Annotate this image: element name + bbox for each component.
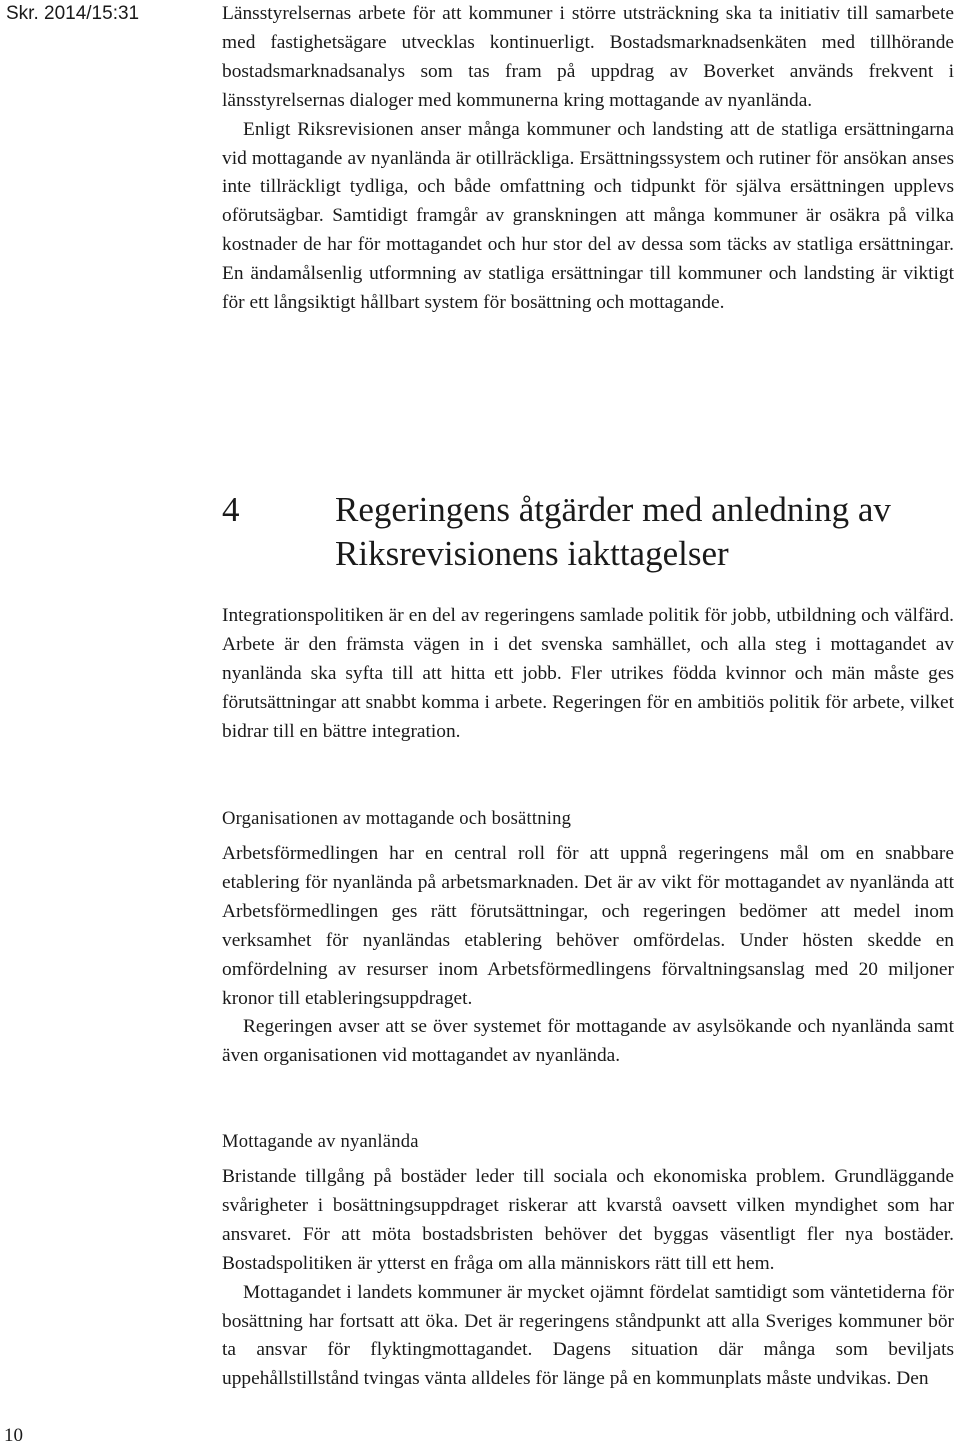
section-4 bbox=[222, 1163, 954, 1394]
paragraph: Regeringen avser att se över systemet för mottagande av asylsökande och nyanlända samt även organisationen vid mottagandet av nyanlända. bbox=[222, 1016, 954, 1067]
chapter-title-line-1: Regeringens åtgärder med anledning av bbox=[335, 490, 891, 529]
section-3 bbox=[222, 840, 954, 1071]
chapter-number: 4 bbox=[222, 490, 240, 529]
subheading-organisation: Organisationen av mottagande och bosättning bbox=[222, 808, 572, 829]
paragraph: Bristande tillgång på bostäder leder till sociala och ekonomiska problem. Grundläggande svårigheter i bosättningsuppdraget riskerar att kvarstå oavsett vilken myndighet som har ansvaret. För att möta bostadsbristen behöver det byggas väsentligt fler nya bostäder. Bostadspolitiken är ytterst en fråga om alla människors rätt till ett hem. bbox=[222, 1166, 954, 1274]
chapter-title-line-2: Riksrevisionens iakttagelser bbox=[335, 534, 729, 573]
document-reference: Skr. 2014/15:31 bbox=[6, 3, 140, 24]
paragraph: Mottagandet i landets kommuner är mycket ojämnt fördelat samtidigt som väntetiderna för bosättning har fortsatt att öka. Det är regeringens ståndpunkt att alla Sveriges kommuner bör ta ansvar för flyktingmottagandet. Dagens situation där många som beviljats uppehållstillstånd tvingas vänta alldeles för länge på en kommunplats måste undvikas. Den bbox=[222, 1281, 954, 1390]
page-number: 10 bbox=[4, 1425, 23, 1446]
paragraph: Arbetsförmedlingen har en central roll för att uppnå regeringens mål om en snabbare etablering för nyanlända på arbetsmarknaden. Det är av vikt för mottagandet av nyanlända att Arbetsförmedlingen ges rätt förutsättningar, och regeringen bedömer att medel inom verksamhet för nyanländas etablering behöver omfördelas. Under hösten skedde en omfördelning av resurser inom Arbetsförmedlingens förvaltningsanslag med 20 miljoner kronor till etableringsuppdraget. bbox=[222, 843, 954, 1009]
paragraph: Enligt Riksrevisionen anser många kommuner och landsting att de statliga ersättningarna vid mottagande av nyanlända är otillräckliga. Ersättningssystem och rutiner för ansökan anses inte tillräckligt tydliga, och både omfattning och tidpunkt för själva ersättningen upplevs oförutsägbar. Samtidigt framgår av granskningen att många kommuner är osäkra på vilka kostnader de har för mottagandet och hur stor del av dessa som täcks av statliga ersättningar. En ändamålsenlig utformning av statliga ersättningar till kommuner och landsting är viktigt för ett långsiktigt hållbart system för bosättning och mottagande. bbox=[222, 118, 954, 314]
chapter-heading bbox=[222, 488, 954, 576]
subheading-mottagande: Mottagande av nyanlända bbox=[222, 1131, 419, 1152]
section-1 bbox=[222, 0, 954, 318]
paragraph: Integrationspolitiken är en del av regeringens samlade politik för jobb, utbildning och välfärd. Arbete är den främsta vägen in i det svenska samhället, och alla steg i mottagandet av nyanlända ska syfta till att hitta ett jobb. Fler utrikes födda kvinnor och män måste ges förutsättningar att snabbt komma i arbete. Regeringen för en ambitiös politik för arbete, vilket bidrar till en bättre integration. bbox=[222, 605, 954, 742]
paragraph: Länsstyrelsernas arbete för att kommuner i större utsträckning ska ta initiativ till samarbete med fastighetsägare utvecklas kontinuerligt. Bostadsmarknadsenkäten med tillhörande bostadsmarknadsanalys som tas fram på uppdrag av Boverket används frekvent i länsstyrelsernas dialoger med kommunerna kring mottagande av nyanlända. bbox=[222, 3, 954, 111]
section-2 bbox=[222, 602, 954, 747]
